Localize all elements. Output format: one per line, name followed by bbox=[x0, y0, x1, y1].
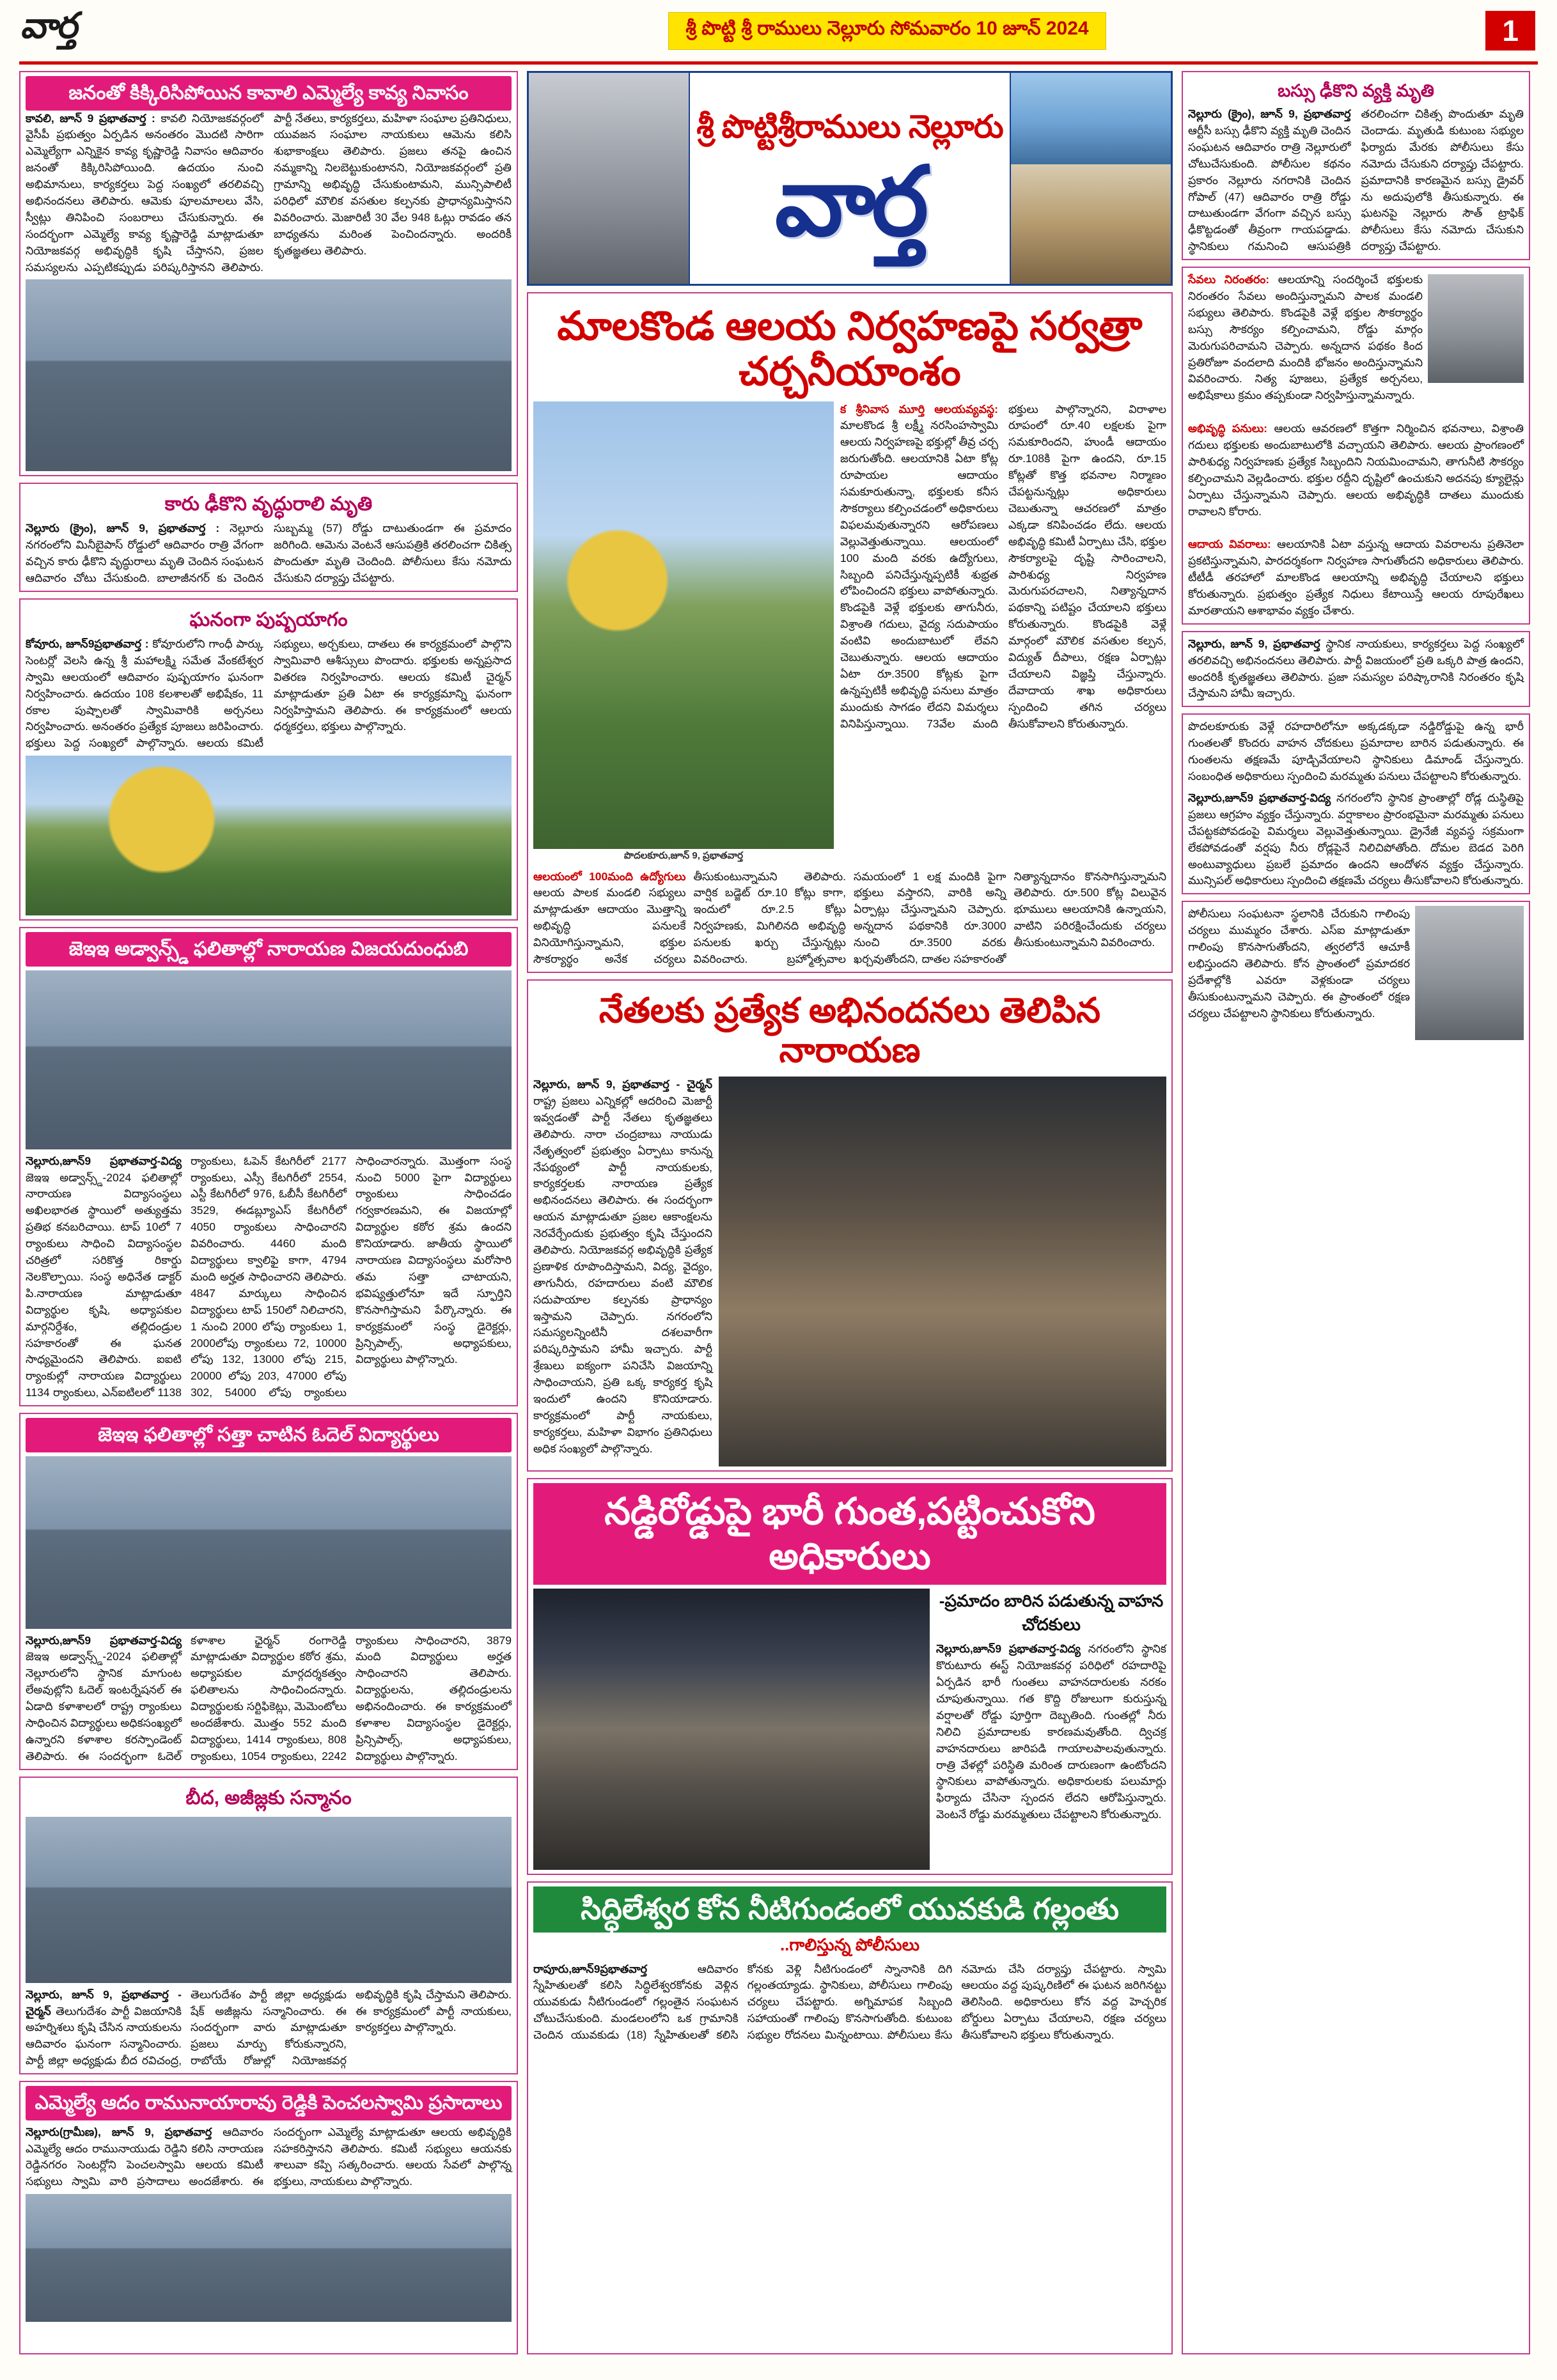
body-beeda-azeez bbox=[26, 1987, 512, 2069]
article-penchalaswamy bbox=[19, 2081, 518, 2354]
text-siddhileswara: ఆదివారం స్నేహితులతో కలిసి సిద్ధిలేశ్వరకోనకు వెళ్లిన యువకుడు నీటిగుండంలో గల్లంతైన సంఘటన చోటుచేసుకుంది. మండలంలోని ఒక గ్రామానికి చెందిన యువకుడు (18) స్నేహితులతో కలిసి కోనకు వెళ్లి నీటిగుండంలో స్నానానికి దిగి గల్లంతయ్యాడు. స్థానికులు, పోలీసులు గాలింపు చర్యలు చేపట్టారు. అగ్నిమాపక సిబ్బంది సహాయంతో గాలింపు కొనసాగుతోంది. కుటుంబ సభ్యుల రోదనలు మిన్నంటాయి. పోలీసులు కేసు నమోదు చేసి దర్యాప్తు చేపట్టారు. bbox=[533, 1962, 1126, 2042]
article-car-accident bbox=[19, 483, 518, 592]
masthead-logo-small: వార్త bbox=[19, 6, 82, 46]
article-road-pothole bbox=[527, 1478, 1173, 1875]
dateline-jee-narayana: నెల్లూరు,జూన్9 ప్రభాతవార్త-విద్య bbox=[26, 1154, 182, 1167]
headline-penchalaswamy: ఎమ్మెల్యే ఆదం రామునాయారావు రెడ్డికి పెంచలస్వామి ప్రసాదాలు bbox=[26, 2086, 512, 2120]
dateline-local-leaders: నెల్లూరు, జూన్ 9, ప్రభాతవార్త bbox=[1188, 637, 1320, 650]
text-income: ఆలయానికి ఏటా వస్తున్న ఆదాయ వివరాలను ప్రతినెలా ప్రకటిస్తున్నామని, పారదర్శకంగా నిర్వహణ సాగుతోందని అధికారులు తెలిపారు. టీటీడీ తరహాలో మాలకొండ ఆలయాన్ని అభివృద్ధి చేయాలని భక్తులు కోరుతున్నారు. ప్రభుత్వం ప్రత్యేక నిధులు కేటాయిస్తే ఆలయ రూపురేఖలు మారతాయని ఆశాభావం వ్యక్తం చేశారు. bbox=[1188, 538, 1524, 617]
dateline-pushpayagam: కోవూరు, జూన్9ప్రభాతవార్త : bbox=[26, 637, 149, 650]
headline-road-pothole: నడ్డిరోడ్డుపై భారీ గుంత,పట్టించుకోని అధికారులు bbox=[533, 1483, 1166, 1585]
body-jee-narayana bbox=[26, 1153, 512, 1401]
text-bus-accident: ఆర్టీసీ బస్సు ఢీకొని వ్యక్తి మృతి చెందిన సంఘటన ఆదివారం రాత్రి నెల్లూరులో చోటుచేసుకుంది. పోలీసుల కథనం ప్రకారం నెల్లూరు నగరానికి చెందిన గోపాల్ (47) ఆదివారం రాత్రి రోడ్డు దాటుతుండగా వేగంగా వచ్చిన బస్సు ఢీకొట్టడంతో తీవ్రంగా గాయపడ్డాడు. స్థానికులు గమనించి ఆసుపత్రికి తరలించగా చికిత్స పొందుతూ మృతి చెందాడు. మృతుడి కుటుంబ సభ్యుల ఫిర్యాదు మేరకు పోలీసులు కేసు నమోదు చేసుకుని దర్యాప్తు చేపట్టారు. ప్రమాదానికి కారణమైన బస్సు డ్రైవర్ ను అదుపులోకి తీసుకున్నారు. ఈ ఘటనపై నెల్లూరు సౌత్ ట్రాఫిక్ పోలీసులు కేసు నమోదు చేసుకుని దర్యాప్తు చేపట్టారు. bbox=[1188, 107, 1524, 253]
text-beeda-azeez: తెలుగుదేశం పార్టీ విజయానికి అహర్నిశలు కృషి చేసిన నాయకులను ఆదివారం ఘనంగా సన్మానించారు. పార్టీ జిల్లా అధ్యక్షుడు బీద రవిచంద్ర, తెలుగుదేశం పార్టీ జిల్లా అధ్యక్షుడు షేక్ అజీజ్లను సన్మానించారు. ఈ సందర్భంగా వారు మాట్లాడుతూ ప్రజలు మార్పు కోరుకున్నారని, రాబోయే రోజుల్లో నియోజకవర్గ అభివృద్ధికి కృషి చేస్తామని తెలిపారు. ఈ కార్యక్రమంలో పార్టీ నాయకులు, కార్యకర్తలు పాల్గొన్నారు. bbox=[26, 1987, 512, 2067]
caption-malakonda: పొదలకూరు,జూన్ 9, ప్రభాతవార్త bbox=[623, 850, 744, 861]
article-search-police bbox=[1182, 901, 1530, 2354]
body-search-police bbox=[1188, 906, 1410, 1022]
body-pushpayagam bbox=[26, 636, 512, 752]
portrait-temple-official bbox=[1428, 274, 1524, 383]
text-siddhileswara-2: స్వామి ఆలయం వద్ద పుష్కరిణిలో ఈ ఘటన జరిగినట్టు తెలిసింది. అధికారులు కోన వద్ద హెచ్చరిక బోర్డులు ఏర్పాటు చేయాలని, రక్షణ చర్యలు తీసుకోవాలని భక్తులు కోరుతున్నారు. bbox=[961, 1962, 1166, 2042]
text-local-leaders: స్థానిక నాయకులు, కార్యకర్తలు పెద్ద సంఖ్యలో తరలివచ్చి అభినందనలు తెలిపారు. పార్టీ విజయంలో ప్రతి ఒక్కరి పాత్ర ఉందని, అందరికీ కృతజ్ఞతలు తెలిపారు. ప్రజా సమస్యల పరిష్కారానికి నిరంతరం కృషి చేస్తామని హామీ ఇచ్చారు. bbox=[1188, 637, 1524, 700]
article-bus-accident bbox=[1182, 71, 1530, 260]
headline-bus-accident: బస్సు ఢీకొని వ్యక్తి మృతి bbox=[1278, 81, 1434, 100]
photo-temple-gopuram bbox=[1011, 164, 1171, 284]
article-narayana-congrats bbox=[527, 979, 1173, 1472]
subhead-development: అభివృద్ధి పనులు: bbox=[1188, 422, 1267, 435]
dateline-car-accident: నెల్లూరు (క్రైం), జూన్ 9, ప్రభాతవార్త : bbox=[26, 522, 220, 535]
article-jee-narayana bbox=[19, 927, 518, 1406]
portrait-potti-sriramulu bbox=[529, 73, 689, 284]
headline-kikkirisi: జనంతో కిక్కిరిసిపోయిన కావాలి ఎమ్మెల్యే కావ్య నివాసం bbox=[26, 76, 512, 111]
text-malakonda: మాలకొండ శ్రీ లక్ష్మీ నరసింహస్వామి ఆలయ నిర్వహణపై భక్తుల్లో తీవ్ర చర్చ జరుగుతోంది. ఆలయానికి ఏటా కోట్ల రూపాయల ఆదాయం సమకూరుతున్నా, భక్తులకు కనీస సౌకర్యాలు కల్పించడంలో అధికారులు విఫలమవుతున్నారని ఆరోపణలు వెల్లువెత్తుతున్నాయి. ఆలయంలో 100 మంది వరకు ఉద్యోగులు, సిబ్బంది పనిచేస్తున్నప్పటికీ శుభ్రత లోపించిందని భక్తులు వాపోతున్నారు. కొండపైకి వెళ్లే భక్తులకు తాగునీరు, విశ్రాంతి గదులు, వైద్య సదుపాయం వంటివి అందుబాటులో లేవని చెబుతున్నారు. ఆలయ ఆదాయం ఏటా రూ.3500 కోట్లకు పైగా ఉన్నప్పటికీ అభివృద్ధి పనులు మాత్రం ముందుకు సాగడం లేదని విమర్శలు వినిపిస్తున్నాయి. 73వేల మంది భక్తులు పాల్గొన్నారని, విరాళాల రూపంలో రూ.40 లక్షలకు పైగా సమకూరిందని, హుండీ ఆదాయం రూ.108కి పైగా ఉందని, రూ.15 కోట్లతో కొత్త భవనాల నిర్మాణం చేపట్టనున్నట్లు అధికారులు చెబుతున్నా ఆచరణలో మాత్రం ఎక్కడా కనిపించడం లేదు. ఆలయ అభివృద్ధి కమిటీ ఏర్పాటు చేసి, భక్తుల సౌకర్యాలపై దృష్టి సారించాలని, పారిశుధ్య నిర్వహణ మెరుగుపరచాలని, నిత్యాన్నదాన పథకాన్ని పటిష్టం చేయాలని భక్తులు కోరుతున్నారు. కొండపైకి వెళ్లే మార్గంలో మౌలిక వసతుల కల్పన, విద్యుత్ దీపాలు, రక్షణ ఏర్పాట్లు చేయాలని విజ్ఞప్తి చేస్తున్నారు. దేవాదాయ శాఖ అధికారులు స్పందించి తగిన చర్యలు తీసుకోవాలని కోరుతున్నారు. bbox=[840, 402, 1166, 730]
masthead-logo-main: వార్త bbox=[774, 147, 925, 255]
body-road-drainage bbox=[1188, 790, 1524, 889]
photo-penchalaswamy bbox=[26, 2194, 512, 2322]
portrait-missing-youth bbox=[1415, 906, 1524, 1040]
subhead-siddhileswara: ..గాలిస్తున్న పోలీసులు bbox=[779, 1934, 920, 1954]
dateline-road-drainage: నెల్లూరు,జూన్9 ప్రభాతవార్త-విద్య bbox=[1188, 791, 1331, 804]
photo-jee-narayana bbox=[26, 970, 512, 1149]
masthead-date bbox=[316, 12, 1459, 50]
text-search-police: పోలీసులు సంఘటనా స్థలానికి చేరుకుని గాలింపు చర్యలు ముమ్మరం చేశారు. ఎస్ఐ మాట్లాడుతూ గాలింపు కొనసాగుతోందని, త్వరలోనే ఆచూకీ లభిస్తుందని తెలిపారు. కోన ప్రాంతంలో ప్రమాదకర ప్రదేశాల్లోకి ఎవరూ వెళ్లకుండా చర్యలు తీసుకుంటున్నామని చెప్పారు. ఈ ప్రాంతంలో రక్షణ చర్యలు చేపట్టాలని స్థానికులు కోరుతున్నారు. bbox=[1188, 907, 1410, 1020]
photo-road-pothole bbox=[533, 1589, 930, 1870]
headline-narayana-congrats: నేతలకు ప్రత్యేక అభినందనలు తెలిపిన నారాయణ bbox=[599, 991, 1101, 1070]
subhead-road-pothole: -ప్రమాదం బారిన పడుతున్న వాహన చోదకులు bbox=[939, 1591, 1164, 1635]
body-narayana-congrats bbox=[533, 1077, 712, 1457]
body-bus-accident bbox=[1188, 106, 1524, 255]
dateline-narayana-congrats: నెల్లూరు, జూన్ 9, ప్రభాతవార్త - చైర్మన్ bbox=[533, 1078, 712, 1091]
photo-bridge bbox=[1011, 73, 1171, 164]
masthead-topbar bbox=[0, 0, 1557, 61]
masthead-center bbox=[690, 73, 1010, 284]
article-pushpayagam bbox=[19, 598, 518, 921]
masthead-block bbox=[527, 71, 1173, 286]
text-road-note-2: పొదలకూరుకు వెళ్లే రహదారిలోనూ అక్కడక్కడా నడ్డిరోడ్డుపై ఉన్న భారీ గుంతలతో కొందరు వాహన చోదకులు ప్రమాదాల బారిన పడుతున్నారు. ఈ గుంతలను తక్షణమే పూడ్చివేయాలని స్థానికులు డిమాండ్ చేస్తున్నారు. సంబంధిత అధికారులు స్పందించి మరమ్మతు పనులు చేపట్టాలని కోరుతున్నారు. bbox=[1188, 720, 1524, 783]
photo-mla-residence bbox=[26, 279, 512, 471]
text-road-pothole: నగరంలోని స్థానిక కొరుటూరు ఈస్ట్ నియోజకవర్గ పరిధిలో రహదారిపై ఏర్పడిన భారీ గుంతలు వాహనదారులకు నరకం చూపుతున్నాయి. గత కొద్ది రోజులుగా కురుస్తున్న వర్షాలతో రోడ్డు పూర్తిగా దెబ్బతింది. గుంతల్లో నీరు నిలిచి ప్రమాదాలకు కారణమవుతోంది. ద్విచక్ర వాహనదారులు జారిపడి గాయాలపాలవుతున్నారు. రాత్రి వేళల్లో పరిస్థితి మరింత దారుణంగా ఉంటోందని స్థానికులు వాపోతున్నారు. అధికారులకు పలుమార్లు ఫిర్యాదు చేసినా స్పందన లేదని ఆరోపిస్తున్నారు. వెంటనే రోడ్డు మరమ్మతులు చేపట్టాలని కోరుతున్నారు. bbox=[936, 1642, 1166, 1821]
text-narayana-congrats: రాష్ట్ర ప్రజలు ఎన్నికల్లో ఆదరించి మెజార్టీ ఇవ్వడంతో పార్టీ నేతలు కృతజ్ఞతలు తెలిపారు. నారా చంద్రబాబు నాయుడు నేతృత్వంలో ప్రభుత్వం ఏర్పాటు కానున్న నేపథ్యంలో పార్టీ నాయకులకు, కార్యకర్తలకు నారాయణ ప్రత్యేక అభినందనలు తెలిపారు. ఈ సందర్భంగా ఆయన మాట్లాడుతూ ప్రజల ఆకాంక్షలను నెరవేర్చేందుకు ప్రభుత్వం కృషి చేస్తుందని తెలిపారు. నియోజకవర్గ అభివృద్ధికి ప్రత్యేక ప్రణాళిక రూపొందిస్తామని, విద్య, వైద్యం, తాగునీరు, రహదారులు వంటి మౌలిక సదుపాయాల కల్పనకు ప్రాధాన్యం ఇస్తామని చెప్పారు. నగరంలోని సమస్యలన్నింటినీ దశలవారీగా పరిష్కరిస్తామని హామీ ఇచ్చారు. పార్టీ శ్రేణులు ఐక్యంగా పనిచేసి విజయాన్ని సాధించాయని, ప్రతి ఒక్క కార్యకర్త కృషి ఇందులో ఉందని కొనియాడారు. కార్యక్రమంలో పార్టీ నాయకులు, కార్యకర్తలు, మహిళా విభాగం ప్రతినిధులు అధిక సంఖ్యలో పాల్గొన్నారు. bbox=[533, 1094, 712, 1455]
dateline-penchalaswamy: నెల్లూరు(గ్రామీణ), జూన్ 9, ప్రభాతవార్త bbox=[26, 2125, 212, 2138]
page-number bbox=[1459, 11, 1535, 51]
masthead-right bbox=[1010, 73, 1171, 284]
text-jee-narayana: జెఇఇ అడ్వాన్స్డ్-2024 ఫలితాల్లో నారాయణ విద్యాసంస్థలు అఖిలభారత స్థాయిలో అత్యుత్తమ ప్రతిభ కనబరిచాయి. టాప్ 10లో 7 ర్యాంకులు సాధించి విద్యాసంస్థల చరిత్రలో సరికొత్త రికార్డు నెలకొల్పాయి. సంస్థ అధినేత డాక్టర్ పి.నారాయణ మాట్లాడుతూ విద్యార్థుల కృషి, అధ్యాపకుల మార్గనిర్దేశం, తల్లిదండ్రుల సహకారంతో ఈ ఘనత సాధ్యమైందని తెలిపారు. ఐఐటి ర్యాంకుల్లో నారాయణ విద్యార్థులు 1134 ర్యాంకులు, ఎన్ఐటిలలో 1138 ర్యాంకులు, ఓపెన్ కేటగిరీలో 2177 ర్యాంకులు, ఎస్సీ కేటగిరీలో 2554, ఎస్టీ కేటగిరీలో 976, ఓబీసీ కేటగిరీలో 3529, ఈడబ్ల్యూఎస్ కేటగిరీలో 4050 ర్యాంకులు సాధించారని వివరించారు. 4460 మంది విద్యార్థులు క్వాలిఫై కాగా, 4794 మంది అర్హత సాధించారని తెలిపారు. 4847 మార్కులు సాధించిన విద్యార్థులు టాప్ 150లో నిలిచారని, 1 నుంచి 2000 లోపు ర్యాంకులు 1, 2000లోపు ర్యాంకులు 72, 10000 లోపు 132, 13000 లోపు 215, 20000 లోపు 203, 47000 లోపు 302, 54000 లోపు ర్యాంకులు సాధించారన్నారు. మొత్తంగా సంస్థ నుంచి 5000 పైగా విద్యార్థులు ర్యాంకులు సాధించడం గర్వకారణమని, ఈ విజయాల్లో విద్యార్థుల కఠోర శ్రమ ఉందని కొనియాడారు. జాతీయ స్థాయిలో నారాయణ విద్యాసంస్థలు మరోసారి తమ సత్తా చాటాయని, భవిష్యత్తులోనూ ఇదే స్ఫూర్తిని కొనసాగిస్తామని పేర్కొన్నారు. ఈ కార్యక్రమంలో సంస్థ డైరెక్టర్లు, ప్రిన్సిపాల్స్, అధ్యాపకులు, విద్యార్థులు పాల్గొన్నారు. bbox=[26, 1154, 512, 1399]
text-penchalaswamy: ఆదివారం ఎమ్మెల్యే ఆదం రామునాయుడు రెడ్డిని కలిసి నారాయణ రెడ్డినగరం సెంటర్లోని పెంచలస్వామి ఆలయ కమిటీ సభ్యులు స్వామి వారి ప్రసాదాలు అందజేశారు. ఈ సందర్భంగా ఎమ్మెల్యే మాట్లాడుతూ ఆలయ అభివృద్ధికి సహకరిస్తానని తెలిపారు. కమిటీ సభ్యులు ఆయనకు శాలువా కప్పి సత్కరించారు. ఆలయ సేవలో పాల్గొన్న భక్తులు, నాయకులు పాల్గొన్నారు. bbox=[26, 2125, 512, 2188]
body-odel-students bbox=[26, 1633, 512, 1765]
body-malakonda-cont bbox=[533, 869, 1166, 968]
page-grid bbox=[0, 65, 1557, 2366]
left-column bbox=[19, 71, 518, 2354]
body-temple-services bbox=[1188, 272, 1524, 619]
photo-malakonda-temple bbox=[533, 401, 834, 849]
body-local-leaders bbox=[1188, 636, 1524, 703]
headline-malakonda: మాలకొండ ఆలయ నిర్వహణపై సర్వత్రా చర్చనీయాంశం bbox=[557, 304, 1143, 394]
body-malakonda bbox=[840, 401, 1166, 733]
article-road-note bbox=[1182, 713, 1530, 894]
text-road-drainage: నగరంలోని స్థానిక ప్రాంతాల్లో రోడ్ల దుస్థితిపై ప్రజలు ఆగ్రహం వ్యక్తం చేస్తున్నారు. వర్షాకాలం ప్రారంభమైనా మరమ్మతు పనులు చేపట్టకపోవడంపై విమర్శలు వెల్లువెత్తుతున్నాయి. డ్రైనేజీ వ్యవస్థ సక్రమంగా లేకపోవడంతో వర్షపు నీరు రోడ్లపైనే నిలిచిపోతోంది. దోమల బెడద పెరిగి అంటువ్యాధులు ప్రబలే ప్రమాదం ఉందని ఆందోళన వ్యక్తం చేస్తున్నారు. మున్సిపల్ అధికారులు స్పందించి తక్షణమే చర్యలు తీసుకోవాలని కోరుతున్నారు. bbox=[1188, 791, 1524, 887]
masthead-left bbox=[529, 73, 690, 284]
headline-beeda-azeez: బీద, అజీజ్లకు సన్మానం bbox=[185, 1787, 352, 1808]
body-road-pothole bbox=[936, 1641, 1166, 1823]
headline-odel-students: జెఇఇ ఫలితాల్లో సత్తా చాటిన ఓదెల్ విద్యార్థులు bbox=[26, 1418, 512, 1452]
body-siddhileswara bbox=[533, 1961, 1166, 2044]
body-road-note bbox=[1188, 719, 1524, 785]
body-penchalaswamy bbox=[26, 2124, 512, 2191]
subhead-income: ఆదాయ వివరాలు: bbox=[1188, 538, 1271, 551]
photo-odel-students bbox=[26, 1456, 512, 1629]
text-car-accident: నెల్లూరు నగరంలోని మినీబైపాస్ రోడ్డులో ఆదివారం రాత్రి వేగంగా వచ్చిన కారు ఢీకొని వృద్ధురాలు మృతి చెందిన సంఘటన ఆదివారం చోటు చేసుకుంది. బాలాజీనగర్ కు చెందిన సుబ్బమ్మ (57) రోడ్డు దాటుతుండగా ఈ ప్రమాదం జరిగింది. ఆమెను వెంటనే ఆసుపత్రికి తరలించగా చికిత్స పొందుతూ మృతి చెందింది. పోలీసులు కేసు నమోదు చేసుకుని దర్యాప్తు చేపట్టారు. bbox=[26, 522, 512, 585]
article-malakonda bbox=[527, 292, 1173, 973]
headline-siddhileswara: సిద్ధిలేశ్వర కోన నీటిగుండంలో యువకుడి గల్లంతు bbox=[533, 1886, 1166, 1932]
headline-jee-narayana: జెఇఇ అడ్వాన్స్డ్ ఫలితాల్లో నారాయణ విజయదుంధుబి bbox=[26, 932, 512, 967]
article-odel-students bbox=[19, 1413, 518, 1770]
subhead-malakonda: క శ్రీనివాస మూర్తి ఆలయవ్యవస్థ: bbox=[840, 402, 998, 416]
subhead-services: సేవలు నిరంతరం: bbox=[1188, 273, 1270, 286]
dateline-kikkirisi: కావలి, జూన్ 9 ప్రభాతవార్త : bbox=[26, 111, 155, 125]
text-odel-students: జెఇఇ అడ్వాన్స్డ్-2024 ఫలితాల్లో నెల్లూరులోని స్థానిక మాగుంట లేఅవుట్లోని ఓదెల్ ఇంటర్నేషనల్ ఈ ఏడాది కళాశాలలో రాష్ట్ర ర్యాంకులు సాధించిన విద్యార్థులు అధికసంఖ్యలో ఉన్నారని కళాశాల కరస్పాండెంట్ తెలిపారు. ఈ సందర్భంగా ఓదెల్ కళాశాల ఛైర్మన్ రంగారెడ్డి మాట్లాడుతూ విద్యార్థుల కఠోర శ్రమ, అధ్యాపకుల మార్గదర్శకత్వం ఫలితాలను సాధించిందన్నారు. విద్యార్థులకు సర్టిఫికెట్లు, మెమెంటోలు అందజేశారు. మొత్తం 552 మంది విద్యార్థులు, 1414 ర్యాంకులు, 808 ర్యాంకులు, 1054 ర్యాంకులు, 2242 ర్యాంకులు సాధించారని, 3879 మంది విద్యార్థులు అర్హత సాధించారని తెలిపారు. విద్యార్థులను, తల్లిదండ్రులను అభినందించారు. ఈ కార్యక్రమంలో కళాశాల విద్యాసంస్థల డైరెక్టర్లు, ప్రిన్సిపాల్స్, అధ్యాపకులు, విద్యార్థులు పాల్గొన్నారు. bbox=[26, 1633, 512, 1762]
right-column bbox=[1182, 71, 1530, 2354]
dateline-road-pothole: నెల్లూరు,జూన్9 ప్రభాతవార్త-విద్య bbox=[936, 1642, 1081, 1656]
article-local-leaders bbox=[1182, 631, 1530, 708]
text-kikkirisi: కావలి నియోజకవర్గంలో వైసీపీ ప్రభుత్వం ఏర్పడిన అనంతరం మొదటి సారిగా ఎమ్మెల్యేగా ఎన్నికైన కావ్య కృష్ణారెడ్డి నివాసం ఆదివారం జనంతో కిక్కిరిసిపోయింది. ఉదయం నుంచి అభిమానులు, కార్యకర్తలు పెద్ద సంఖ్యలో తరలివచ్చి అభినందనలు తెలిపారు. ఆమెకు పూలమాలలు వేసి, స్వీట్లు తినిపించి సంబరాలు చేసుకున్నారు. ఈ సందర్భంగా ఎమ్మెల్యే కావ్య కృష్ణారెడ్డి మాట్లాడుతూ నియోజకవర్గ అభివృద్ధికి కృషి చేస్తానని, ప్రజల సమస్యలను ఎప్పటికప్పుడు పరిష్కరిస్తానని తెలిపారు. పార్టీ నేతలు, కార్యకర్తలు, మహిళా సంఘాల ప్రతినిధులు, యువజన సంఘాల నాయకులు ఆమెను కలిసి శుభాకాంక్షలు తెలిపారు. ప్రజలు తనపై ఉంచిన నమ్మకాన్ని నిలబెట్టుకుంటానని, నియోజకవర్గంలో ప్రతి గ్రామాన్ని అభివృద్ధి చేసుకుంటామని, మున్సిపాలిటీ పరిధిలో మౌలిక వసతుల కల్పనకు ప్రాధాన్యమిస్తానని వివరించారు. మెజారిటీ 30 వేల 948 ఓట్లు రావడం తన బాధ్యతను మరింత పెంచిందన్నారు. అందరికీ కృతజ్ఞతలు తెలిపారు. bbox=[26, 111, 512, 274]
text-development: ఆలయ ఆవరణలో కొత్తగా నిర్మించిన భవనాలు, విశ్రాంతి గదులు భక్తులకు అందుబాటులోకి వచ్చాయని తెలిపారు. ఆలయ ప్రాంగణంలో పారిశుధ్య నిర్వహణకు ప్రత్యేక సిబ్బందిని నియమించామని, తాగునీటి సౌకర్యం కల్పించామని వెల్లడించారు. భక్తుల రద్దీని దృష్టిలో ఉంచుకుని అదనపు క్యూలైన్లు ఏర్పాటు చేస్తున్నామని చెప్పారు. ఆలయ అభివృద్ధికి దాతలు ముందుకు రావాలని కోరారు. bbox=[1188, 422, 1524, 518]
article-temple-services bbox=[1182, 267, 1530, 625]
photo-beeda-azeez bbox=[26, 1817, 512, 1983]
dateline-bus-accident: నెల్లూరు (క్రైం), జూన్ 9, ప్రభాతవార్త bbox=[1188, 107, 1351, 121]
headline-pushpayagam: ఘనంగా పుష్పయాగం bbox=[189, 609, 348, 630]
dateline-odel-students: నెల్లూరు,జూన్9 ప్రభాతవార్త-విద్య bbox=[26, 1633, 182, 1647]
article-siddhileswara bbox=[527, 1881, 1173, 2354]
body-car-accident bbox=[26, 520, 512, 587]
middle-column bbox=[527, 71, 1173, 2354]
tag-malakonda-employees: ఆలయంలో 100మంది ఉద్యోగులు bbox=[533, 869, 686, 883]
masthead-title: శ్రీ పొట్టిశ్రీరాములు నెల్లూరు bbox=[696, 108, 1003, 144]
photo-pushpayagam bbox=[26, 756, 512, 915]
headline-car-accident: కారు ఢీకొని వృద్ధురాలి మృతి bbox=[164, 494, 373, 515]
article-beeda-azeez bbox=[19, 1777, 518, 2074]
body-kikkirisi bbox=[26, 111, 512, 276]
article-kikkirisi bbox=[19, 71, 518, 476]
dateline-beeda-azeez: నెల్లూరు, జూన్ 9, ప్రభాతవార్త - చైర్మన్ bbox=[26, 1987, 182, 2018]
text-malakonda-cont: ఆలయ పాలక మండలి సభ్యులు మాట్లాడుతూ ఆదాయం మొత్తాన్ని అభివృద్ధి పనులకే వినియోగిస్తున్నామని, భక్తుల సౌకర్యార్థం అనేక చర్యలు తీసుకుంటున్నామని తెలిపారు. వార్షిక బడ్జెట్ రూ.10 కోట్లు కాగా, ఇందులో రూ.2.5 కోట్లు నిర్వహణకు, మిగిలినది అభివృద్ధి పనులకు ఖర్చు చేస్తున్నట్లు వివరించారు. బ్రహ్మోత్సవాల సమయంలో 1 లక్ష మందికి పైగా భక్తులు వస్తారని, వారికి అన్ని ఏర్పాట్లు చేస్తున్నామని చెప్పారు. అన్నదాన పథకానికి రూ.3000 నుంచి రూ.3500 వరకు ఖర్చవుతోందని, దాతల సహకారంతో నిత్యాన్నదానం కొనసాగిస్తున్నామని తెలిపారు. రూ.500 కోట్ల విలువైన భూములు ఆలయానికి ఉన్నాయని, వాటిని పరిరక్షించేందుకు చర్యలు తీసుకుంటున్నామని వివరించారు. bbox=[533, 869, 1166, 966]
page-number-text: 1 bbox=[1485, 11, 1535, 51]
text-services: ఆలయాన్ని సందర్శించే భక్తులకు నిరంతరం సేవలు అందిస్తున్నామని పాలక మండలి సభ్యులు తెలిపారు. కొండపైకి వెళ్లే భక్తుల సౌకర్యార్థం బస్సు సౌకర్యం కల్పించామని, రోడ్డు మార్గం మెరుగుపరిచామని చెప్పారు. అన్నదాన పథకం కింద ప్రతిరోజూ వందలాది మందికి భోజనం అందిస్తున్నామని వివరించారు. నిత్య పూజలు, ప్రత్యేక అర్చనలు, అభిషేకాలు క్రమం తప్పకుండా నిర్వహిస్తున్నామన్నారు. bbox=[1188, 273, 1423, 402]
text-pushpayagam: కోవూరులోని గాంధీ పార్కు సెంటర్లో వెలసి ఉన్న శ్రీ మహాలక్ష్మి సమేత వేంకటేశ్వర స్వామి ఆలయంలో ఆదివారం పుష్పయాగం ఘనంగా నిర్వహించారు. ఉదయం 108 కలశాలతో అభిషేకం, 11 రకాల పుష్పాలతో స్వామివారికి అర్చనలు నిర్వహించారు. అనంతరం ప్రత్యేక పూజలు జరిపించారు. భక్తులు పెద్ద సంఖ్యలో పాల్గొన్నారు. ఆలయ కమిటీ సభ్యులు, అర్చకులు, దాతలు ఈ కార్యక్రమంలో పాల్గొని స్వామివారి ఆశీస్సులు పొందారు. భక్తులకు అన్నప్రసాద వితరణ నిర్వహించారు. ఆలయ కమిటీ చైర్మన్ మాట్లాడుతూ ప్రతి ఏటా ఈ కార్యక్రమాన్ని ఘనంగా నిర్వహిస్తామని తెలిపారు. ఈ కార్యక్రమంలో ఆలయ ధర్మకర్తలు, భక్తులు పాల్గొన్నారు. bbox=[26, 637, 512, 750]
photo-narayana-felicitation bbox=[719, 1077, 1166, 1466]
dateline-siddhileswara: రాపూరు,జూన్9ప్రభాతవార్త bbox=[533, 1962, 647, 1975]
date-banner-text: శ్రీ పొట్టి శ్రీ రాములు నెల్లూరు సోమవారం 10 జూన్ 2024 bbox=[668, 12, 1106, 50]
